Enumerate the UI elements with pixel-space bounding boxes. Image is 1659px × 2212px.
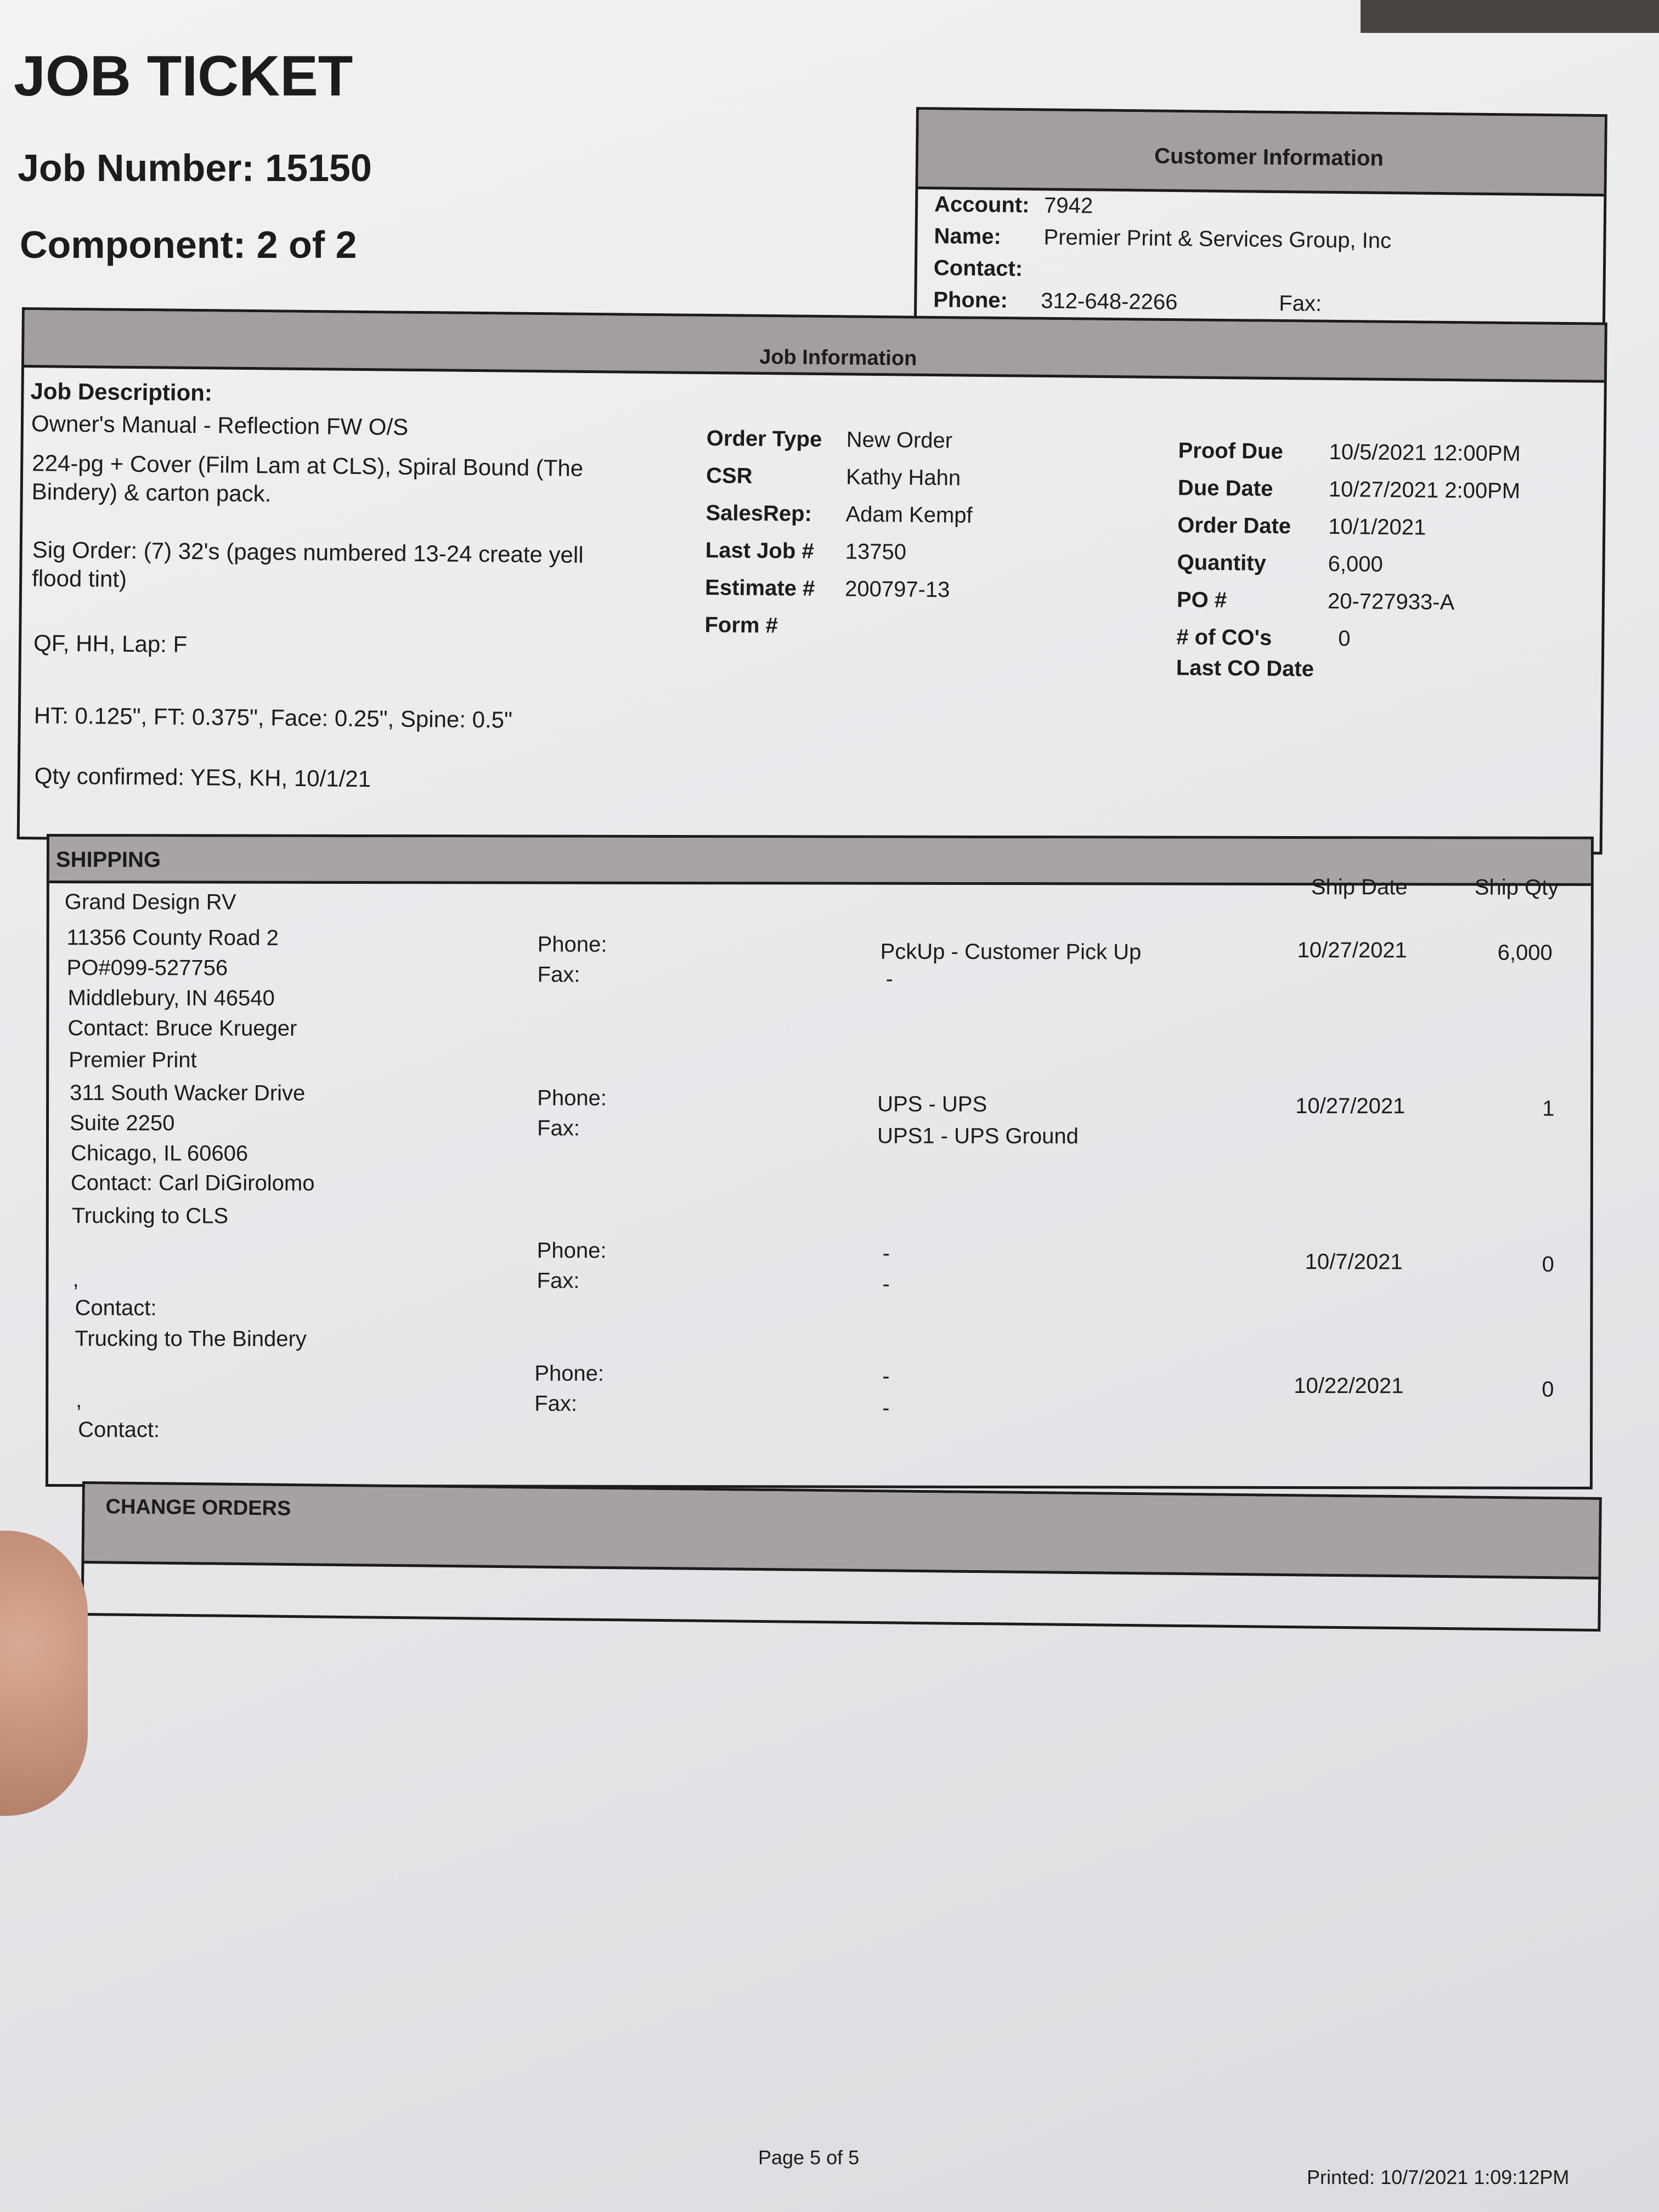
order-date-value: 10/1/2021 [1328, 514, 1426, 540]
order-date-label: Order Date [1177, 513, 1291, 539]
ship-fax-label: Fax: [537, 962, 580, 987]
ship-date-value: 10/27/2021 [1295, 1093, 1406, 1119]
order-type-label: Order Type [706, 426, 822, 452]
name-label: Name: [934, 224, 1002, 249]
estimate-label: Estimate # [704, 575, 815, 601]
ship-date-value: 10/22/2021 [1294, 1373, 1404, 1398]
description-line: Sig Order: (7) 32's (pages numbered 13-24 create yell [32, 537, 584, 568]
last-job-label: Last Job # [705, 538, 814, 563]
quantity-label: Quantity [1177, 550, 1267, 575]
customer-name-value: Premier Print & Services Group, Inc [1043, 225, 1392, 253]
ship-address-line: Trucking to CLS [71, 1204, 229, 1228]
phone-value: 312-648-2266 [1041, 289, 1178, 315]
description-line: Qty confirmed: YES, KH, 10/1/21 [34, 763, 371, 792]
ship-date-value: 10/27/2021 [1297, 938, 1407, 963]
ship-phone-label: Phone: [537, 1086, 607, 1110]
form-label: Form # [704, 612, 778, 638]
ship-date-column-header: Ship Date [1311, 875, 1408, 900]
description-line: HT: 0.125", FT: 0.375", Face: 0.25", Spine: 0.5" [33, 702, 513, 733]
component-count: Component: 2 of 2 [20, 223, 357, 266]
ship-fax-label: Fax: [537, 1268, 580, 1293]
ship-method: - [882, 1241, 890, 1266]
csr-label: CSR [706, 463, 753, 488]
quantity-value: 6,000 [1328, 551, 1383, 577]
ship-address-line: Contact: Bruce Krueger [67, 1016, 297, 1041]
due-date-value: 10/27/2021 2:00PM [1328, 477, 1521, 504]
customer-info-heading: Customer Information [1154, 144, 1384, 171]
phone-label: Phone: [933, 287, 1008, 313]
proof-due-value: 10/5/2021 12:00PM [1329, 439, 1521, 466]
ship-phone-label: Phone: [537, 1238, 607, 1263]
ship-method-detail: - [885, 967, 893, 991]
ship-address-line: , [72, 1267, 79, 1292]
ship-phone-label: Phone: [537, 932, 607, 957]
ship-address-line: Suite 2250 [70, 1111, 175, 1136]
account-value: 7942 [1043, 193, 1093, 218]
ship-method-detail: UPS1 - UPS Ground [877, 1124, 1079, 1149]
ship-method: - [882, 1364, 890, 1389]
last-job-value: 13750 [845, 539, 907, 565]
ship-address-line: Grand Design RV [64, 890, 236, 915]
customer-info-header [918, 110, 1604, 196]
ship-qty-value: 0 [1542, 1252, 1554, 1277]
description-line: Owner's Manual - Reflection FW O/S [31, 410, 409, 440]
co-count-value: 0 [1338, 627, 1351, 651]
ship-address-line: Premier Print [69, 1048, 197, 1073]
job-info-heading: Job Information [759, 345, 917, 370]
co-count-label: # of CO's [1176, 625, 1272, 650]
page-number: Page 5 of 5 [758, 2146, 860, 2169]
ship-date-value: 10/7/2021 [1305, 1250, 1403, 1274]
ship-fax-label: Fax: [537, 1116, 580, 1141]
ship-address-line: 11356 County Road 2 [66, 926, 279, 950]
due-date-label: Due Date [1177, 476, 1273, 501]
ship-fax-label: Fax: [534, 1391, 578, 1416]
po-value: 20-727933-A [1327, 589, 1455, 615]
ship-address-line: Contact: Carl DiGirolomo [70, 1171, 315, 1195]
printed-timestamp: Printed: 10/7/2021 1:09:12PM [1307, 2166, 1570, 2188]
change-orders-heading: CHANGE ORDERS [105, 1495, 291, 1520]
ship-address-line: Contact: [78, 1418, 160, 1442]
description-line: flood tint) [32, 565, 127, 592]
salesrep-value: Adam Kempf [845, 502, 973, 528]
ship-address-line: Trucking to The Bindery [75, 1327, 307, 1351]
description-line: Bindery) & carton pack. [31, 478, 272, 507]
ship-address-line: Contact: [75, 1296, 157, 1321]
last-co-date-label: Last CO Date [1176, 656, 1314, 681]
ship-method-detail: - [882, 1396, 890, 1420]
ship-qty-value: 0 [1542, 1377, 1554, 1402]
job-number: Job Number: 15150 [18, 146, 372, 189]
job-description-label: Job Description: [30, 378, 213, 406]
ship-qty-value: 6,000 [1497, 940, 1553, 965]
ship-address-line: PO#099-527756 [66, 956, 228, 980]
ship-address-line: 311 South Wacker Drive [70, 1081, 306, 1105]
ship-phone-label: Phone: [534, 1361, 605, 1386]
background-surface [1361, 0, 1659, 33]
description-line: 224-pg + Cover (Film Lam at CLS), Spiral Bound (The [32, 450, 584, 481]
page-title: JOB TICKET [14, 44, 353, 108]
ship-address-line: , [76, 1388, 82, 1413]
shipping-box [46, 834, 1594, 1489]
ship-method: PckUp - Customer Pick Up [880, 939, 1142, 964]
ship-qty-column-header: Ship Qty [1474, 875, 1559, 900]
job-info-box [17, 307, 1607, 855]
ship-address-line: Chicago, IL 60606 [70, 1141, 249, 1166]
description-line: QF, HH, Lap: F [33, 630, 188, 657]
ship-address-line: Middlebury, IN 46540 [67, 986, 275, 1011]
shipping-heading: SHIPPING [55, 848, 161, 872]
change-orders-box [81, 1481, 1601, 1632]
ship-qty-value: 1 [1542, 1096, 1555, 1121]
proof-due-label: Proof Due [1178, 438, 1283, 464]
salesrep-label: SalesRep: [706, 500, 812, 526]
po-label: PO # [1176, 588, 1227, 613]
thumb [0, 1531, 88, 1816]
contact-label: Contact: [933, 256, 1023, 281]
account-label: Account: [934, 192, 1030, 218]
order-type-value: New Order [846, 427, 953, 453]
ship-method-detail: - [882, 1272, 890, 1296]
estimate-value: 200797-13 [844, 577, 950, 602]
csr-value: Kathy Hahn [845, 465, 961, 490]
change-orders-header [84, 1484, 1599, 1579]
job-info-header [24, 310, 1605, 383]
ship-method: UPS - UPS [877, 1092, 988, 1116]
fax-label: Fax: [1279, 291, 1322, 316]
